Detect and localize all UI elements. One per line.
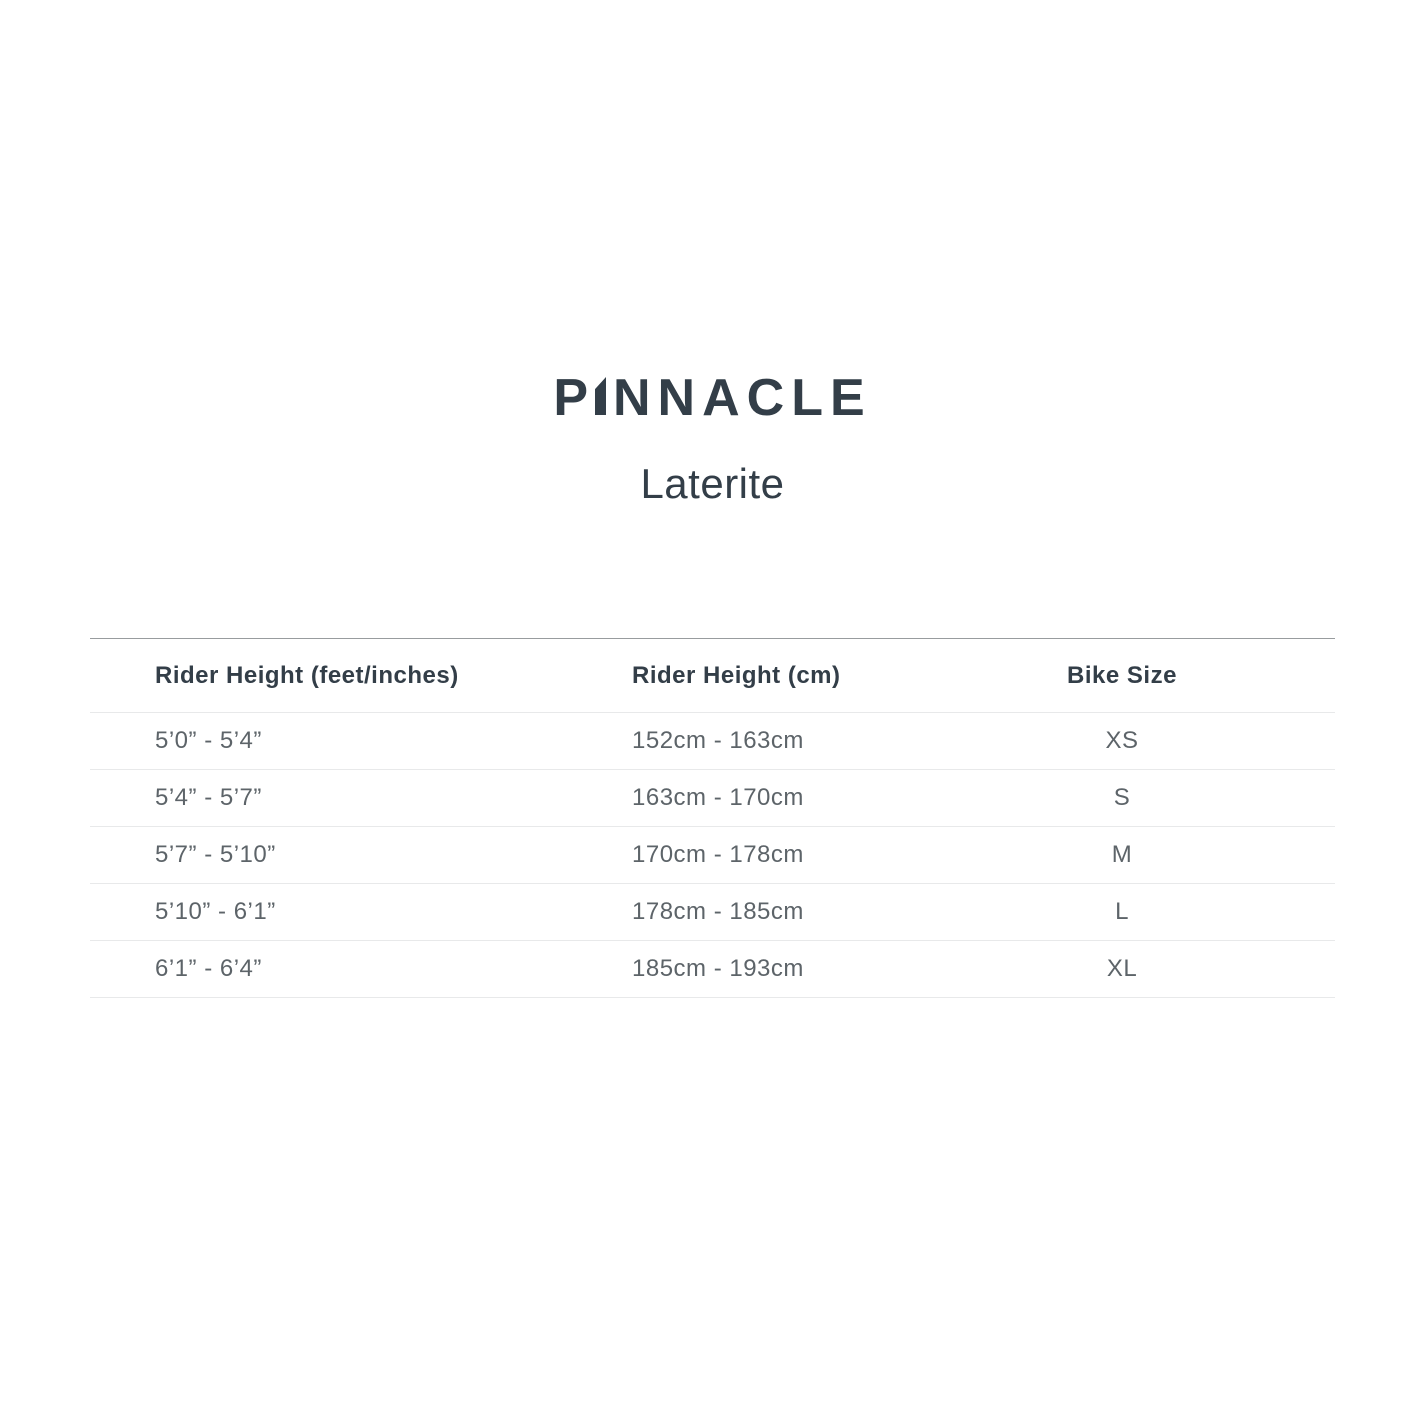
size-table-row	[90, 827, 1335, 884]
cell-bike-size: XL	[1106, 955, 1138, 982]
size-table-row	[90, 941, 1335, 998]
size-table-row	[90, 884, 1335, 941]
size-guide-section	[90, 638, 1335, 998]
logo-text-part2: NNACLE	[613, 369, 872, 427]
cell-height-feet: 5’10” - 6’1”	[155, 898, 276, 925]
size-table	[90, 638, 1335, 998]
column-header-bike-size: Bike Size	[1067, 661, 1177, 689]
model-name: Laterite	[640, 460, 785, 507]
column-header-rider-height-feet: Rider Height (feet/inches)	[155, 661, 459, 689]
cell-height-cm: 185cm - 193cm	[632, 955, 804, 982]
pinnacle-logo	[0, 369, 1425, 427]
cell-bike-size: L	[1115, 898, 1129, 925]
cell-height-cm: 163cm - 170cm	[632, 784, 804, 811]
cell-bike-size: M	[1111, 841, 1133, 868]
cell-height-feet: 5’4” - 5’7”	[155, 784, 262, 811]
size-table-row	[90, 770, 1335, 827]
brand-header	[0, 369, 1425, 508]
cell-bike-size: S	[1113, 784, 1131, 811]
cell-height-cm: 152cm - 163cm	[632, 727, 804, 754]
cell-height-cm: 170cm - 178cm	[632, 841, 804, 868]
size-table-header-row	[90, 639, 1335, 713]
logo-peaked-i-icon	[595, 377, 606, 415]
column-header-rider-height-cm: Rider Height (cm)	[632, 661, 841, 689]
size-table-row	[90, 713, 1335, 770]
cell-height-cm: 178cm - 185cm	[632, 898, 804, 925]
logo-text-part1: P	[553, 369, 595, 427]
cell-height-feet: 5’0” - 5’4”	[155, 727, 262, 754]
cell-height-feet: 5’7” - 5’10”	[155, 841, 276, 868]
cell-bike-size: XS	[1105, 727, 1139, 754]
cell-height-feet: 6’1” - 6’4”	[155, 955, 262, 982]
